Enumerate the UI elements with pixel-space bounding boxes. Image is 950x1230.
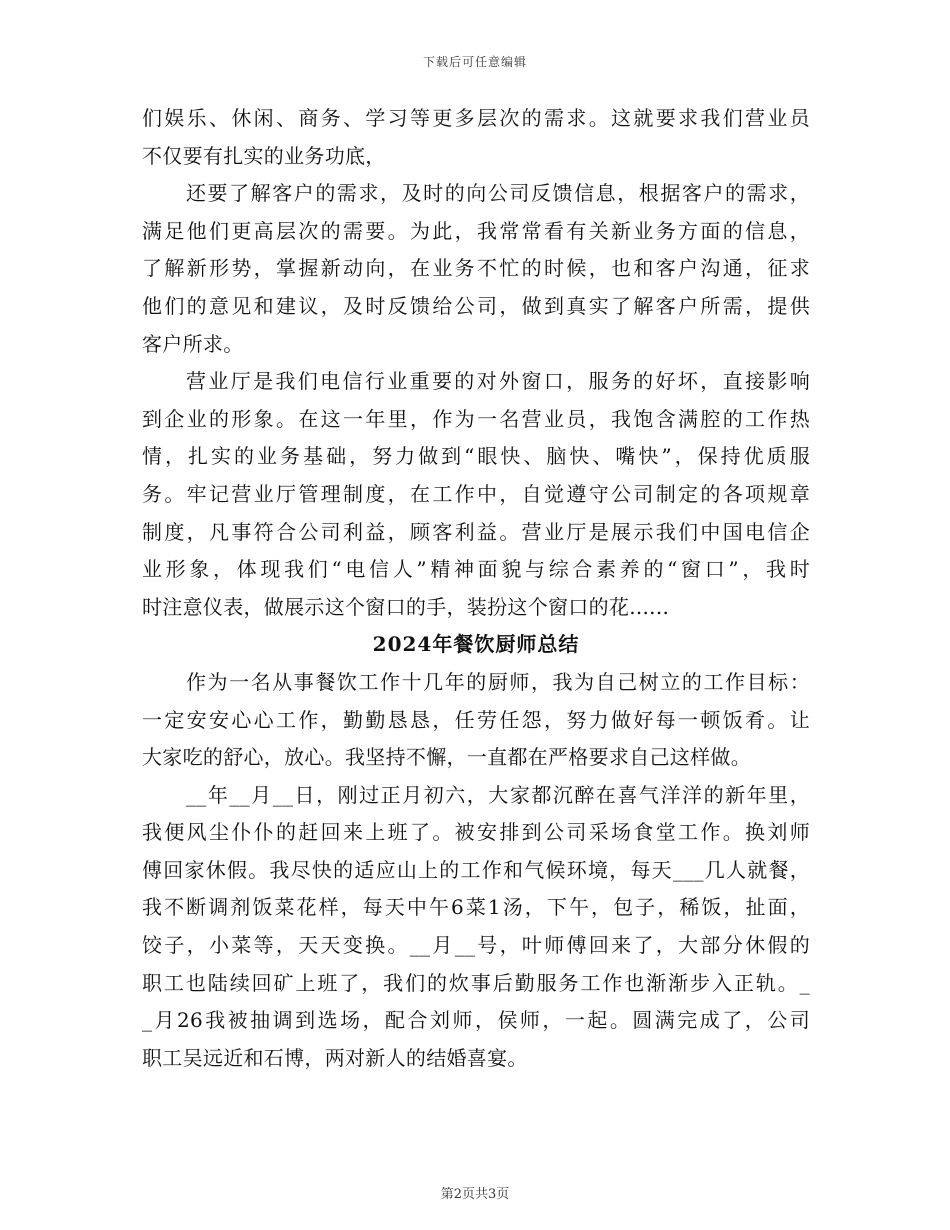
document-body: [142, 100, 810, 1077]
text-line: 们娱乐、休闲、商务、学习等更多层次的需求。这就要求我们营业员: [142, 106, 810, 130]
text-line: 情，扎实的业务基础，努力做到“眼快、脑快、嘴快”，保持优质服: [142, 444, 810, 469]
text-line: 制度，凡事符合公司利益，顾客利益。营业厅是展示我们中国电信企: [142, 519, 810, 544]
text-line: 一定安安心心工作，勤勤恳恳，任劳任怨，努力做好每一顿饭肴。让: [142, 707, 810, 732]
text-line: 了解新形势，掌握新动向，在业务不忙的时候，也和客户沟通，征求: [142, 256, 810, 281]
text-line: 客户所求。: [142, 331, 244, 356]
text-line: 到企业的形象。在这一年里，作为一名营业员，我饱含满腔的工作热: [142, 406, 810, 431]
page-footer: 第2页共3页: [440, 1187, 510, 1202]
section-title: 2024年餐饮厨师总结: [372, 632, 580, 657]
text-line: 时注意仪表，做展示这个窗口的手，装扮这个窗口的花......: [142, 594, 670, 619]
text-line: 作为一名从事餐饮工作十几年的厨师，我为自己树立的工作目标：: [186, 669, 810, 694]
text-line: 我便风尘仆仆的赶回来上班了。被安排到公司采场食堂工作。换刘师: [142, 820, 810, 845]
text-line: 职工吴远近和石博，两对新人的结婚喜宴。: [142, 1045, 528, 1070]
text-line: 业形象，体现我们“电信人”精神面貌与综合素养的“窗口”，我时: [142, 557, 810, 582]
section-chef-summary: [142, 664, 810, 1078]
text-line: 我不断调剂饭菜花样，每天中午6菜1汤，下午，包子，稀饭，扯面，: [142, 895, 810, 920]
text-line: 不仅要有扎实的业务功底，: [142, 143, 386, 168]
text-line: 他们的意见和建议，及时反馈给公司，做到真实了解客户所需，提供: [142, 293, 810, 318]
text-line: _月26我被抽调到选场，配合刘师，侯师，一起。圆满完成了，公司: [142, 1008, 810, 1033]
text-line: 傅回家休假。我尽快的适应山上的工作和气候环境，每天___几人就餐，: [142, 857, 810, 882]
text-line: 营业厅是我们电信行业重要的对外窗口，服务的好坏，直接影响: [186, 369, 810, 394]
text-line: 饺子，小菜等，天天变换。__月__号，叶师傅回来了，大部分休假的: [142, 933, 810, 958]
text-line: 大家吃的舒心，放心。我坚持不懈，一直都在严格要求自己这样做。: [142, 745, 751, 770]
text-line: 职工也陆续回矿上班了，我们的炊事后勤服务工作也渐渐步入正轨。_: [142, 970, 810, 995]
section-telecom-summary: [142, 100, 810, 626]
text-line: 满足他们更高层次的需要。为此，我常常看有关新业务方面的信息，: [142, 218, 810, 243]
text-line: 还要了解客户的需求，及时的向公司反馈信息，根据客户的需求，: [186, 181, 810, 206]
text-line: __年__月__日，刚过正月初六，大家都沉醉在喜气洋洋的新年里，: [186, 782, 810, 807]
page-header: 下载后可任意编辑: [422, 55, 527, 69]
text-line: 务。牢记营业厅管理制度，在工作中，自觉遵守公司制定的各项规章: [142, 481, 810, 506]
